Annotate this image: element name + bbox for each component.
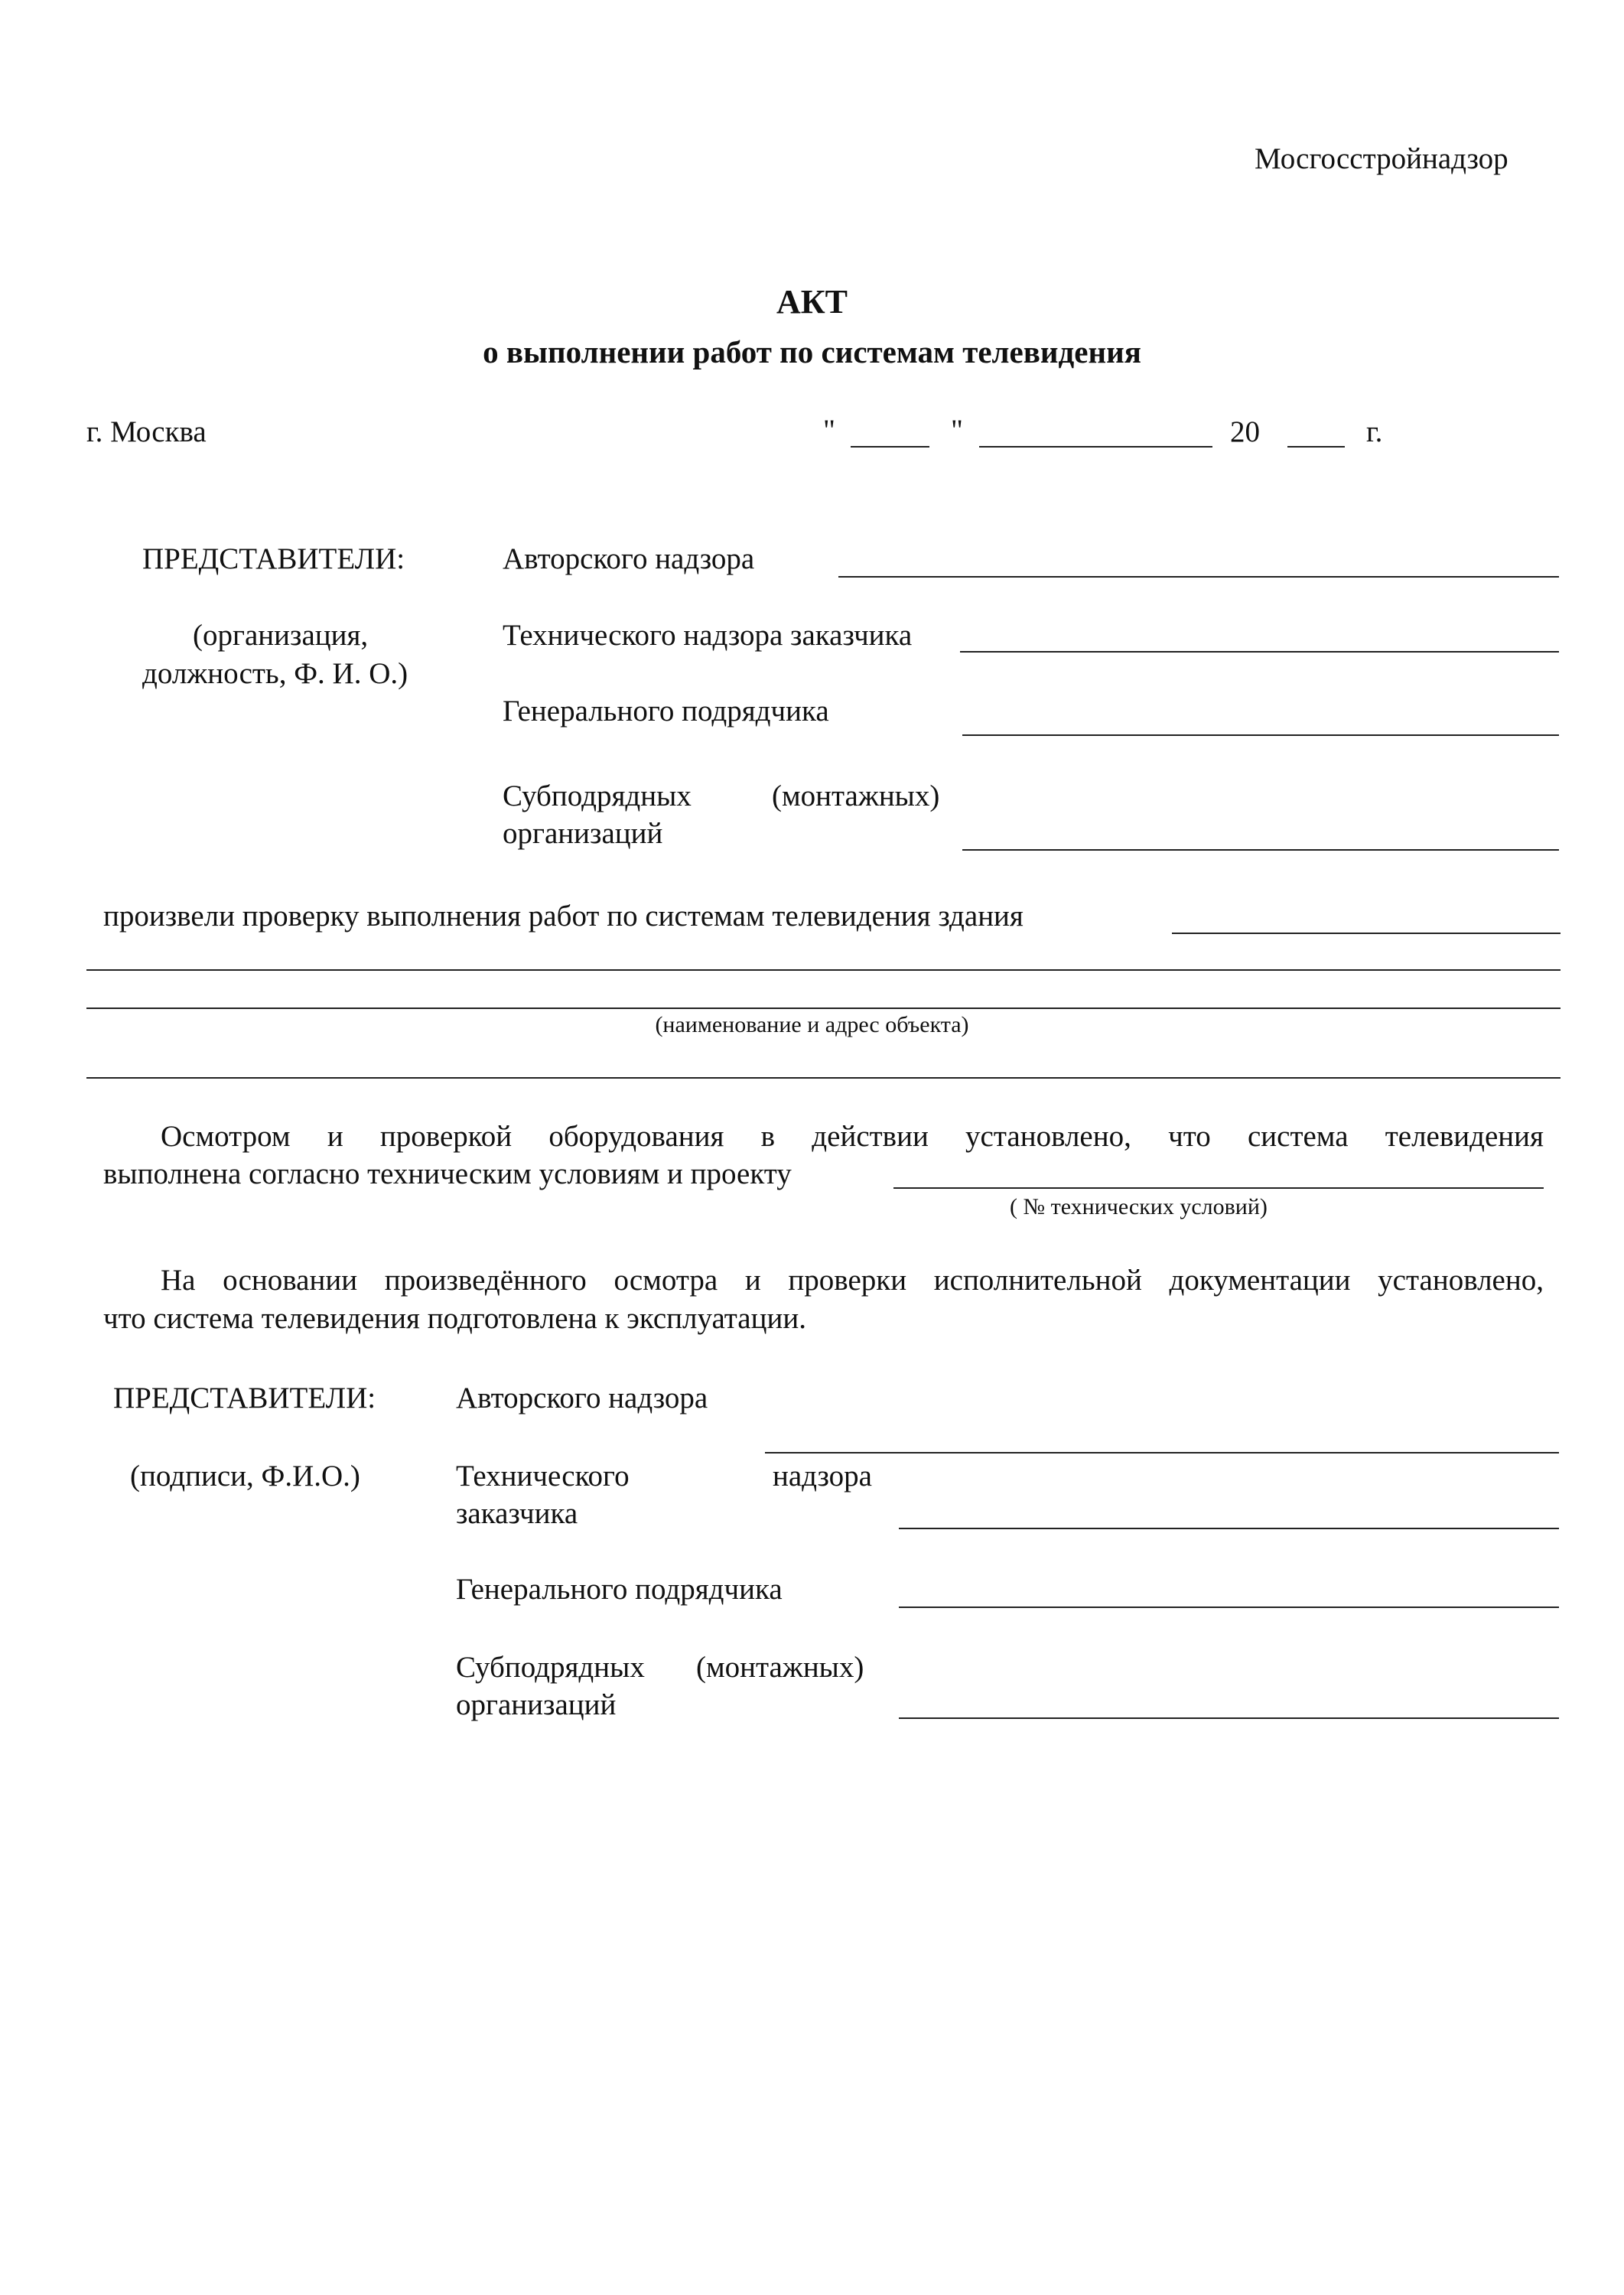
representatives-note-line2: должность, Ф. И. О.) [142,657,408,690]
tech-conditions-field[interactable] [893,1187,1544,1189]
sign-role-sub-word2: (монтажных) [696,1651,864,1684]
document-title: АКТ [776,283,848,321]
subcontractors-field[interactable] [962,849,1559,851]
date-year-prefix: 20 [1230,415,1260,448]
role-general-contractor: Генерального подрядчика [503,695,829,728]
sign-role-author: Авторского надзора [456,1382,708,1414]
date-month-field[interactable] [979,446,1212,448]
sign-role-tech-word1: Технического [456,1460,630,1493]
role-tech-supervision: Технического надзора заказчика [503,619,913,652]
date-day-field[interactable] [851,446,929,448]
sign-role-sub-word3: организаций [456,1688,617,1721]
inspection-text: произвели проверку выполнения работ по системам телевидения здания [103,900,1024,933]
finding-p1-line1: Осмотром и проверкой оборудования в действии установлено, что система телевидения [161,1120,1544,1153]
finding-p2-line2: что система телевидения подготовлена к эксплуатации. [103,1302,806,1335]
finding-p2-line1: На основании произведённого осмотра и проверки исполнительной документации установлено, [161,1264,1544,1297]
representatives-note-line1: (организация, [193,619,369,652]
document-subtitle: о выполнении работ по системам телевидения [483,334,1141,369]
object-address-line2[interactable] [86,1008,1561,1009]
tech-conditions-caption: ( № технических условий) [1010,1194,1268,1219]
signatures-note: (подписи, Ф.И.О.) [130,1460,360,1493]
finding-p1-line2: выполнена согласно техническим условиям и проекту [103,1157,792,1190]
sign-sub-field[interactable] [899,1717,1559,1719]
sign-author-field[interactable] [765,1452,1559,1454]
date-quote-open: " [823,414,835,447]
agency-name: Мосгосстройнадзор [1255,142,1508,175]
date-quote-close: " [951,414,963,447]
sign-role-general: Генерального подрядчика [456,1573,783,1606]
tech-supervision-field[interactable] [960,651,1559,653]
sign-role-tech-word2: надзора [773,1460,872,1493]
city: г. Москва [86,415,207,448]
building-field[interactable] [1172,933,1561,934]
date-year-suffix: г. [1366,415,1383,448]
sign-role-sub-word1: Субподрядных [456,1651,645,1684]
object-address-line3[interactable] [86,1077,1561,1079]
signatures-label: ПРЕДСТАВИТЕЛИ: [113,1382,376,1414]
general-contractor-field[interactable] [962,734,1559,736]
role-subcontractors-word2: (монтажных) [772,780,940,812]
role-author-supervision: Авторского надзора [503,542,755,575]
object-address-caption: (наименование и адрес объекта) [655,1012,969,1037]
role-subcontractors-word1: Субподрядных [503,780,692,812]
role-subcontractors-word3: организаций [503,817,663,850]
representatives-label: ПРЕДСТАВИТЕЛИ: [142,542,405,575]
author-supervision-field[interactable] [838,576,1559,578]
object-address-line1[interactable] [86,969,1561,971]
sign-tech-field[interactable] [899,1528,1559,1529]
date-year-field[interactable] [1287,446,1345,448]
sign-role-tech-word3: заказчика [456,1497,578,1530]
sign-general-field[interactable] [899,1606,1559,1608]
